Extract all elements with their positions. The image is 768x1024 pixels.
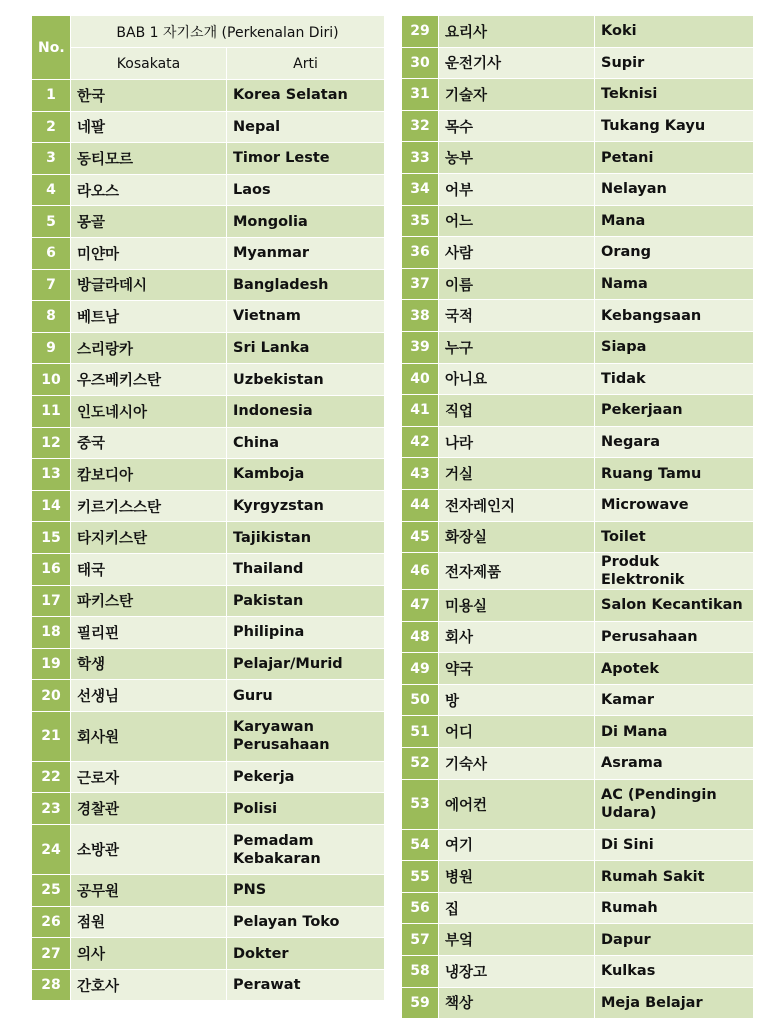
row-number: 29 — [402, 16, 439, 48]
table-row — [32, 875, 385, 907]
row-number: 55 — [402, 861, 439, 893]
row-number: 47 — [402, 590, 439, 622]
row-number: 33 — [402, 142, 439, 174]
kosakata-cell: 스리랑카 — [71, 332, 227, 364]
row-number: 9 — [32, 332, 71, 364]
kosakata-cell: 직업 — [439, 395, 595, 427]
row-number: 52 — [402, 748, 439, 780]
vocab-table-left — [31, 15, 385, 1001]
kosakata-cell: 점원 — [71, 906, 227, 938]
arti-cell: Kebangsaan — [595, 300, 754, 332]
arti-cell: Nama — [595, 268, 754, 300]
row-number: 1 — [32, 80, 71, 112]
kosakata-cell: 동티모르 — [71, 143, 227, 175]
table-row — [402, 300, 754, 332]
table-row — [402, 748, 754, 780]
arti-cell: Negara — [595, 426, 754, 458]
row-number: 22 — [32, 761, 71, 793]
row-number: 45 — [402, 521, 439, 553]
table-row — [402, 16, 754, 48]
kosakata-cell: 전자제품 — [439, 553, 595, 590]
row-number: 51 — [402, 716, 439, 748]
arti-cell: Nepal — [227, 111, 385, 143]
row-number: 34 — [402, 173, 439, 205]
table-row — [402, 829, 754, 861]
row-number: 57 — [402, 924, 439, 956]
kosakata-cell: 거실 — [439, 458, 595, 490]
kosakata-cell: 한국 — [71, 80, 227, 112]
kosakata-cell: 병원 — [439, 861, 595, 893]
kosakata-cell: 책상 — [439, 987, 595, 1019]
arti-cell: Thailand — [227, 553, 385, 585]
arti-cell: Korea Selatan — [227, 80, 385, 112]
table-row — [32, 206, 385, 238]
row-number: 11 — [32, 395, 71, 427]
arti-cell: Mana — [595, 205, 754, 237]
arti-cell: Vietnam — [227, 301, 385, 333]
table-row — [32, 969, 385, 1001]
table-row — [402, 142, 754, 174]
kosakata-cell: 기술자 — [439, 79, 595, 111]
kosakata-cell: 냉장고 — [439, 956, 595, 988]
table-row — [32, 761, 385, 793]
kosakata-cell: 우즈베키스탄 — [71, 364, 227, 396]
table-row — [32, 522, 385, 554]
table-row — [402, 489, 754, 521]
table-row — [402, 521, 754, 553]
arti-cell: Perusahaan — [595, 621, 754, 653]
table-row — [32, 680, 385, 712]
row-number: 42 — [402, 426, 439, 458]
kosakata-cell: 여기 — [439, 829, 595, 861]
row-number: 24 — [32, 825, 71, 875]
table-row — [402, 395, 754, 427]
right-body — [402, 16, 754, 1019]
row-number: 48 — [402, 621, 439, 653]
kosakata-cell: 파키스탄 — [71, 585, 227, 617]
arti-cell: Produk Elektronik — [595, 553, 754, 590]
row-number: 5 — [32, 206, 71, 238]
kosakata-cell: 어느 — [439, 205, 595, 237]
arti-cell: Toilet — [595, 521, 754, 553]
arti-cell: Pekerja — [227, 761, 385, 793]
row-number: 13 — [32, 459, 71, 491]
arti-cell: Meja Belajar — [595, 987, 754, 1019]
row-number: 40 — [402, 363, 439, 395]
kosakata-cell: 회사원 — [71, 711, 227, 761]
kosakata-cell: 농부 — [439, 142, 595, 174]
table-row — [402, 590, 754, 622]
kosakata-cell: 인도네시아 — [71, 395, 227, 427]
arti-cell: Laos — [227, 174, 385, 206]
table-row — [32, 617, 385, 649]
row-number: 37 — [402, 268, 439, 300]
arti-cell: Supir — [595, 47, 754, 79]
kosakata-cell: 근로자 — [71, 761, 227, 793]
table-row — [402, 363, 754, 395]
row-number: 59 — [402, 987, 439, 1019]
row-number: 23 — [32, 793, 71, 825]
row-number: 14 — [32, 490, 71, 522]
kosakata-cell: 회사 — [439, 621, 595, 653]
arti-cell: AC (Pendingin Udara) — [595, 779, 754, 829]
arti-cell: Dokter — [227, 938, 385, 970]
kosakata-cell: 소방관 — [71, 825, 227, 875]
kosakata-cell: 기숙사 — [439, 748, 595, 780]
kosakata-cell: 미얀마 — [71, 237, 227, 269]
table-row — [402, 987, 754, 1019]
kosakata-cell: 전자레인지 — [439, 489, 595, 521]
table-row — [32, 490, 385, 522]
row-number: 44 — [402, 489, 439, 521]
kosakata-cell: 사람 — [439, 237, 595, 269]
kosakata-cell: 에어컨 — [439, 779, 595, 829]
table-row — [32, 938, 385, 970]
row-number: 20 — [32, 680, 71, 712]
kosakata-cell: 라오스 — [71, 174, 227, 206]
kosakata-cell: 약국 — [439, 653, 595, 685]
kosakata-cell: 필리핀 — [71, 617, 227, 649]
table-row — [32, 648, 385, 680]
kosakata-cell: 태국 — [71, 553, 227, 585]
table-title: BAB 1 자기소개 (Perkenalan Diri) — [71, 16, 385, 48]
arti-cell: Nelayan — [595, 173, 754, 205]
table-row — [32, 332, 385, 364]
kosakata-cell: 공무원 — [71, 875, 227, 907]
row-number: 35 — [402, 205, 439, 237]
arti-cell: Guru — [227, 680, 385, 712]
row-number: 18 — [32, 617, 71, 649]
left-body — [32, 80, 385, 1001]
kosakata-cell: 캄보디아 — [71, 459, 227, 491]
kosakata-cell: 국적 — [439, 300, 595, 332]
table-row — [402, 47, 754, 79]
row-number: 36 — [402, 237, 439, 269]
kosakata-cell: 중국 — [71, 427, 227, 459]
table-row — [402, 110, 754, 142]
row-number: 2 — [32, 111, 71, 143]
kosakata-cell: 요리사 — [439, 16, 595, 48]
row-number: 28 — [32, 969, 71, 1001]
arti-cell: Siapa — [595, 331, 754, 363]
row-number: 15 — [32, 522, 71, 554]
arti-cell: Orang — [595, 237, 754, 269]
table-row — [402, 892, 754, 924]
kosakata-cell: 몽골 — [71, 206, 227, 238]
kosakata-cell: 타지키스탄 — [71, 522, 227, 554]
table-row — [402, 924, 754, 956]
kosakata-cell: 어디 — [439, 716, 595, 748]
table-row — [32, 80, 385, 112]
table-row — [402, 331, 754, 363]
kosakata-cell: 부엌 — [439, 924, 595, 956]
kosakata-cell: 학생 — [71, 648, 227, 680]
table-row — [32, 711, 385, 761]
arti-cell: Di Sini — [595, 829, 754, 861]
row-number: 10 — [32, 364, 71, 396]
row-number: 53 — [402, 779, 439, 829]
row-number: 54 — [402, 829, 439, 861]
kosakata-cell: 의사 — [71, 938, 227, 970]
arti-cell: Microwave — [595, 489, 754, 521]
row-number: 50 — [402, 684, 439, 716]
arti-cell: Dapur — [595, 924, 754, 956]
arti-cell: Kulkas — [595, 956, 754, 988]
row-number: 38 — [402, 300, 439, 332]
table-row — [32, 553, 385, 585]
row-number: 6 — [32, 237, 71, 269]
table-row — [32, 459, 385, 491]
table-row — [402, 268, 754, 300]
arti-cell: Indonesia — [227, 395, 385, 427]
kosakata-cell: 아니요 — [439, 363, 595, 395]
kosakata-cell: 어부 — [439, 173, 595, 205]
row-number: 3 — [32, 143, 71, 175]
table-row — [32, 427, 385, 459]
kosakata-cell: 키르기스스탄 — [71, 490, 227, 522]
table-row — [32, 585, 385, 617]
table-row — [402, 716, 754, 748]
arti-cell: Pelayan Toko — [227, 906, 385, 938]
arti-cell: Kamar — [595, 684, 754, 716]
table-row — [402, 237, 754, 269]
arti-cell: Pekerjaan — [595, 395, 754, 427]
kosakata-cell: 목수 — [439, 110, 595, 142]
table-row — [32, 111, 385, 143]
kosakata-cell: 방글라데시 — [71, 269, 227, 301]
row-number: 7 — [32, 269, 71, 301]
arti-cell: Rumah Sakit — [595, 861, 754, 893]
table-row — [32, 237, 385, 269]
row-number: 26 — [32, 906, 71, 938]
arti-cell: PNS — [227, 875, 385, 907]
row-number: 41 — [402, 395, 439, 427]
arti-cell: Kyrgyzstan — [227, 490, 385, 522]
table-row — [402, 79, 754, 111]
kosakata-cell: 화장실 — [439, 521, 595, 553]
header-kosakata: Kosakata — [71, 48, 227, 80]
table-row — [32, 143, 385, 175]
arti-cell: Sri Lanka — [227, 332, 385, 364]
arti-cell: Petani — [595, 142, 754, 174]
kosakata-cell: 미용실 — [439, 590, 595, 622]
kosakata-cell: 방 — [439, 684, 595, 716]
row-number: 8 — [32, 301, 71, 333]
row-number: 17 — [32, 585, 71, 617]
kosakata-cell: 경찰관 — [71, 793, 227, 825]
row-number: 30 — [402, 47, 439, 79]
arti-cell: Perawat — [227, 969, 385, 1001]
table-row — [402, 653, 754, 685]
arti-cell: Tajikistan — [227, 522, 385, 554]
arti-cell: Timor Leste — [227, 143, 385, 175]
arti-cell: Asrama — [595, 748, 754, 780]
arti-cell: Pelajar/Murid — [227, 648, 385, 680]
row-number: 21 — [32, 711, 71, 761]
arti-cell: Uzbekistan — [227, 364, 385, 396]
arti-cell: Di Mana — [595, 716, 754, 748]
arti-cell: Apotek — [595, 653, 754, 685]
row-number: 58 — [402, 956, 439, 988]
table-row — [402, 684, 754, 716]
table-row — [32, 174, 385, 206]
row-number: 16 — [32, 553, 71, 585]
arti-cell: Bangladesh — [227, 269, 385, 301]
kosakata-cell: 누구 — [439, 331, 595, 363]
kosakata-cell: 베트남 — [71, 301, 227, 333]
arti-cell: Mongolia — [227, 206, 385, 238]
table-row — [402, 621, 754, 653]
table-row — [402, 205, 754, 237]
table-row — [32, 825, 385, 875]
arti-cell: Kamboja — [227, 459, 385, 491]
arti-cell: Polisi — [227, 793, 385, 825]
kosakata-cell: 나라 — [439, 426, 595, 458]
arti-cell: Ruang Tamu — [595, 458, 754, 490]
vocab-table-right — [401, 15, 754, 1019]
header-arti: Arti — [227, 48, 385, 80]
table-row — [402, 173, 754, 205]
row-number: 43 — [402, 458, 439, 490]
table-row — [32, 906, 385, 938]
arti-cell: Pemadam Kebakaran — [227, 825, 385, 875]
kosakata-cell: 네팔 — [71, 111, 227, 143]
row-number: 49 — [402, 653, 439, 685]
row-number: 39 — [402, 331, 439, 363]
row-number: 31 — [402, 79, 439, 111]
table-row — [32, 269, 385, 301]
table-row — [402, 956, 754, 988]
row-number: 19 — [32, 648, 71, 680]
table-row — [402, 553, 754, 590]
table-row — [402, 458, 754, 490]
arti-cell: Myanmar — [227, 237, 385, 269]
arti-cell: China — [227, 427, 385, 459]
row-number: 56 — [402, 892, 439, 924]
kosakata-cell: 집 — [439, 892, 595, 924]
arti-cell: Tidak — [595, 363, 754, 395]
kosakata-cell: 이름 — [439, 268, 595, 300]
table-row — [32, 793, 385, 825]
kosakata-cell: 운전기사 — [439, 47, 595, 79]
arti-cell: Teknisi — [595, 79, 754, 111]
table-row — [402, 426, 754, 458]
row-number: 25 — [32, 875, 71, 907]
arti-cell: Koki — [595, 16, 754, 48]
table-row — [402, 779, 754, 829]
row-number: 4 — [32, 174, 71, 206]
row-number: 32 — [402, 110, 439, 142]
kosakata-cell: 선생님 — [71, 680, 227, 712]
table-row — [32, 301, 385, 333]
arti-cell: Philipina — [227, 617, 385, 649]
header-no: No. — [32, 16, 71, 80]
arti-cell: Tukang Kayu — [595, 110, 754, 142]
row-number: 27 — [32, 938, 71, 970]
table-row — [402, 861, 754, 893]
arti-cell: Pakistan — [227, 585, 385, 617]
row-number: 46 — [402, 553, 439, 590]
table-row — [32, 364, 385, 396]
arti-cell: Rumah — [595, 892, 754, 924]
table-row — [32, 395, 385, 427]
row-number: 12 — [32, 427, 71, 459]
arti-cell: Karyawan Perusahaan — [227, 711, 385, 761]
kosakata-cell: 간호사 — [71, 969, 227, 1001]
arti-cell: Salon Kecantikan — [595, 590, 754, 622]
